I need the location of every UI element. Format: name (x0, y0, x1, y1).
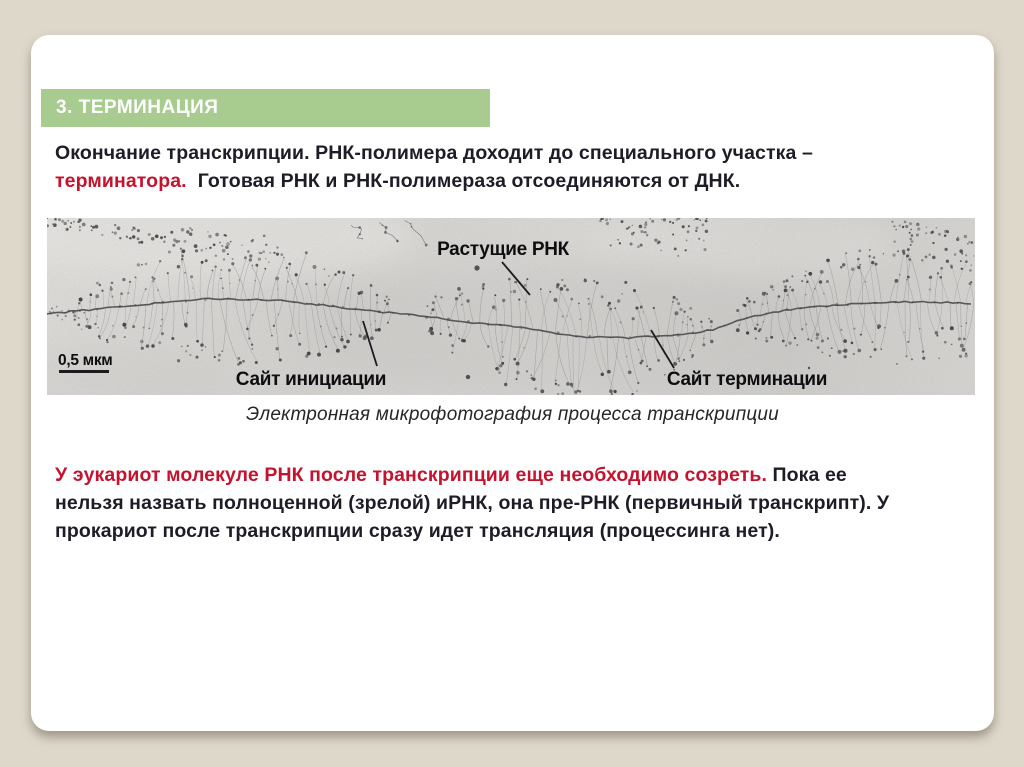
intro-paragraph (55, 139, 979, 195)
body-line-3: прокариот после транскрипции сразу идет трансляция (процессинга нет). (55, 520, 780, 542)
figure-caption: Электронная микрофотография процесса транскрипции (246, 404, 779, 425)
terminator-highlight: терминатора. (55, 170, 187, 192)
body-line-1-rest: Пока ее (766, 464, 847, 486)
termination-site-label: Сайт терминации (666, 369, 828, 390)
section-header-badge (41, 89, 490, 127)
scale-bar-label: 0,5 мкм (58, 352, 113, 369)
body-line-2: нельзя назвать полноценной (зрелой) иРНК, она пре-РНК (первичный транскрипт). У (55, 492, 890, 514)
maturation-highlight: У эукариот молекуле РНК после транскрипции еще необходимо созреть. (55, 464, 767, 486)
micrograph-figure (47, 218, 975, 395)
slide-card (31, 35, 994, 731)
initiation-site-label: Сайт инициации (235, 369, 387, 390)
body-paragraph (55, 461, 979, 545)
section-title: 3. ТЕРМИНАЦИЯ (56, 97, 219, 118)
growing-rna-label: Растущие РНК (437, 239, 569, 260)
scale-bar (59, 370, 109, 373)
intro-rest: Готовая РНК и РНК-полимераза отсоединяются от ДНК. (186, 170, 741, 192)
micrograph-svg (47, 218, 975, 395)
intro-line-1: Окончание транскрипции. РНК-полимера доходит до специального участка – (55, 142, 813, 164)
